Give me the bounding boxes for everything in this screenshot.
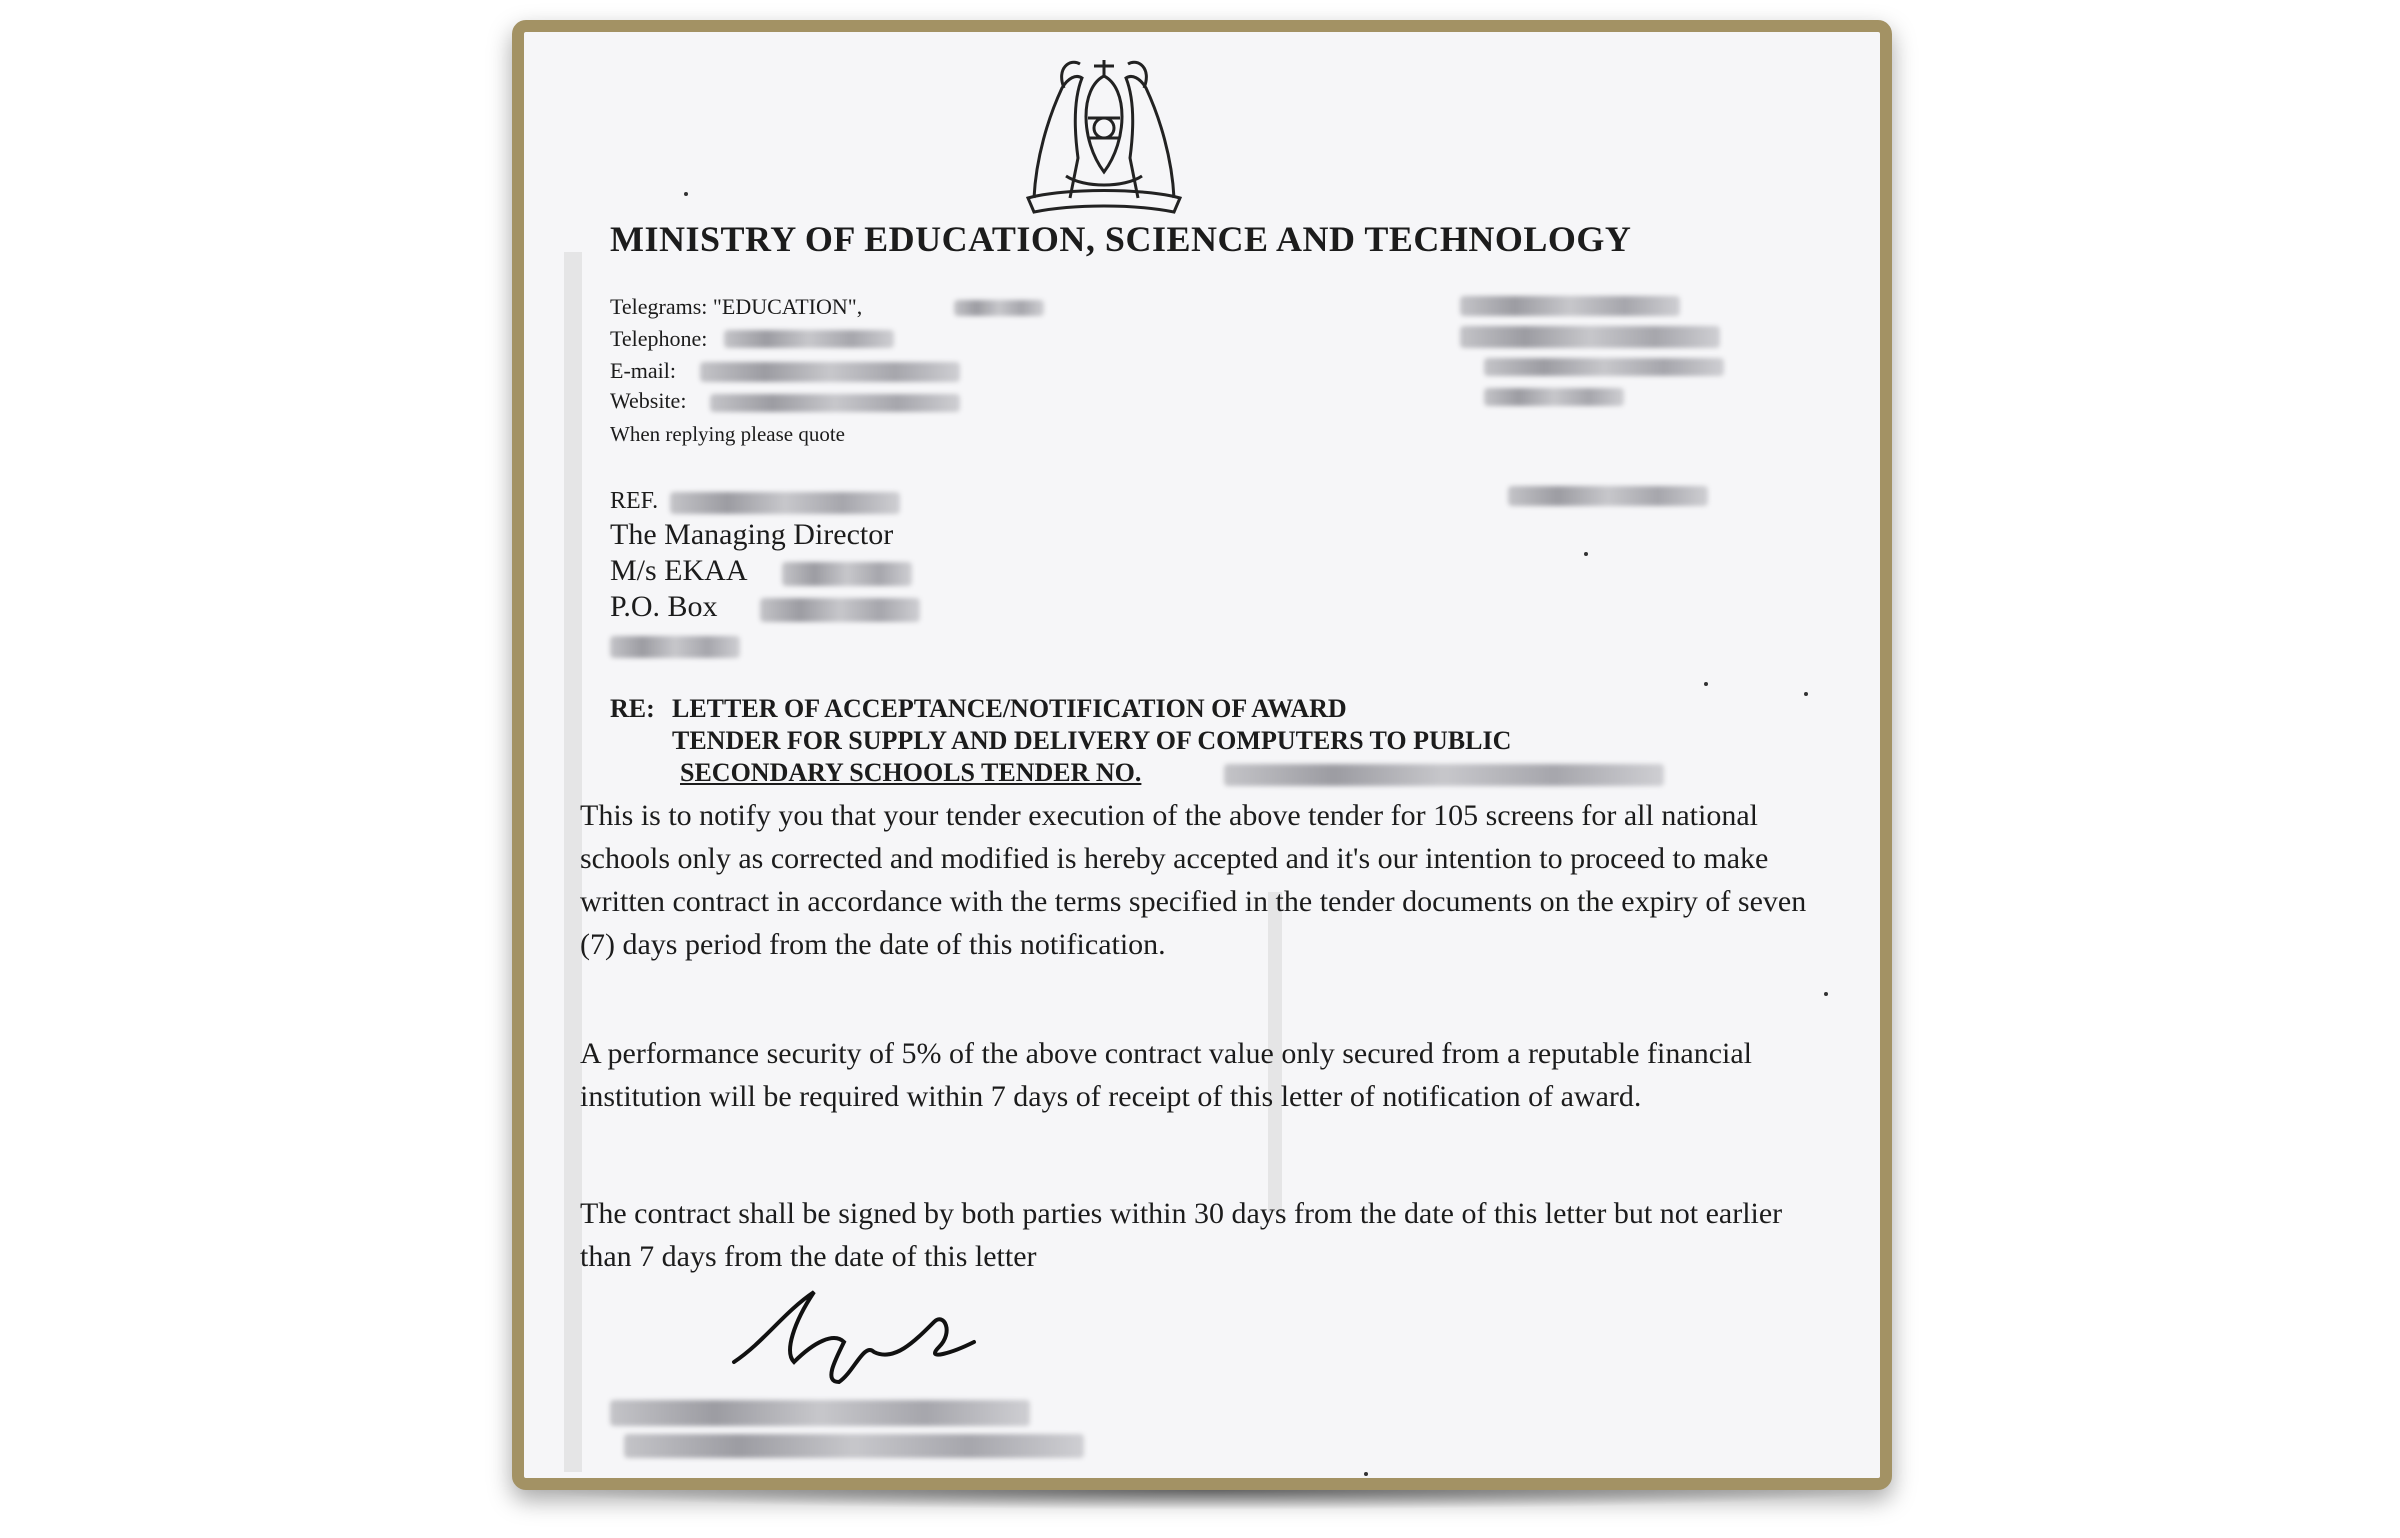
body-paragraph-3: The contract shall be signed by both parties within 30 days from the date of this letter but not earlier than 7 days from the date of this letter [580, 1197, 1783, 1273]
scan-speck [1584, 552, 1588, 556]
recipient-company: M/s EKAA [610, 554, 748, 587]
ref-label: REF. [610, 488, 659, 514]
document-frame [512, 20, 1892, 1490]
subject-label: RE: [610, 694, 655, 723]
body-paragraph-1: This is to notify you that your tender execution of the above tender for 105 screens for all national schools only as corrected and modified is hereby accepted and it's our intention to proceed to make written contract in accordance with the terms specified in the tender documents on the expiry of seven (7) days period from the date of this notification. [580, 799, 1807, 961]
redacted-block [710, 394, 960, 412]
signature-mark [724, 1282, 984, 1392]
redacted-block [700, 362, 960, 382]
body-paragraph-2: A performance security of 5% of the above contract value only secured from a reputable financial institution will be required within 7 days of receipt of this letter of notification of award. [580, 1037, 1752, 1113]
website-label: Website: [610, 388, 687, 413]
scan-speck [1704, 682, 1708, 686]
redacted-block [610, 1400, 1030, 1426]
email-label: E-mail: [610, 358, 676, 383]
coat-of-arms-icon [1004, 48, 1204, 218]
scan-speck [684, 192, 688, 196]
redacted-block [1460, 326, 1720, 348]
redacted-block [670, 492, 900, 514]
telephone-line [610, 326, 707, 352]
email-line [610, 358, 676, 384]
redacted-block [610, 636, 740, 658]
subject-line-2: TENDER FOR SUPPLY AND DELIVERY OF COMPUTERS TO PUBLIC [672, 726, 1512, 755]
redacted-block [760, 598, 920, 622]
letter-document [524, 32, 1880, 1478]
scan-speck [1804, 692, 1808, 696]
recipient-po-box: P.O. Box [610, 590, 718, 623]
recipient-title: The Managing Director [610, 518, 894, 551]
redacted-block [782, 562, 912, 586]
reply-note: When replying please quote [610, 422, 845, 446]
ref-line [610, 488, 658, 515]
telegrams-line [610, 294, 862, 320]
redacted-block [1460, 296, 1680, 316]
website-line [610, 388, 686, 414]
redacted-block [1224, 764, 1664, 786]
redacted-block [1484, 358, 1724, 376]
redacted-block [724, 330, 894, 348]
redacted-block [1508, 486, 1708, 506]
redacted-block [1484, 388, 1624, 406]
subject-line-3: SECONDARY SCHOOLS TENDER NO. [680, 758, 1142, 787]
subject-line-1: LETTER OF ACCEPTANCE/NOTIFICATION OF AWARD [672, 694, 1347, 723]
scan-speck [1364, 1472, 1368, 1476]
telephone-label: Telephone: [610, 326, 708, 351]
telegrams-label: Telegrams: "EDUCATION", [610, 294, 863, 319]
redacted-block [954, 300, 1044, 316]
redacted-block [624, 1434, 1084, 1458]
scan-speck [1824, 992, 1828, 996]
ministry-heading: MINISTRY OF EDUCATION, SCIENCE AND TECHNOLOGY [610, 219, 1632, 259]
